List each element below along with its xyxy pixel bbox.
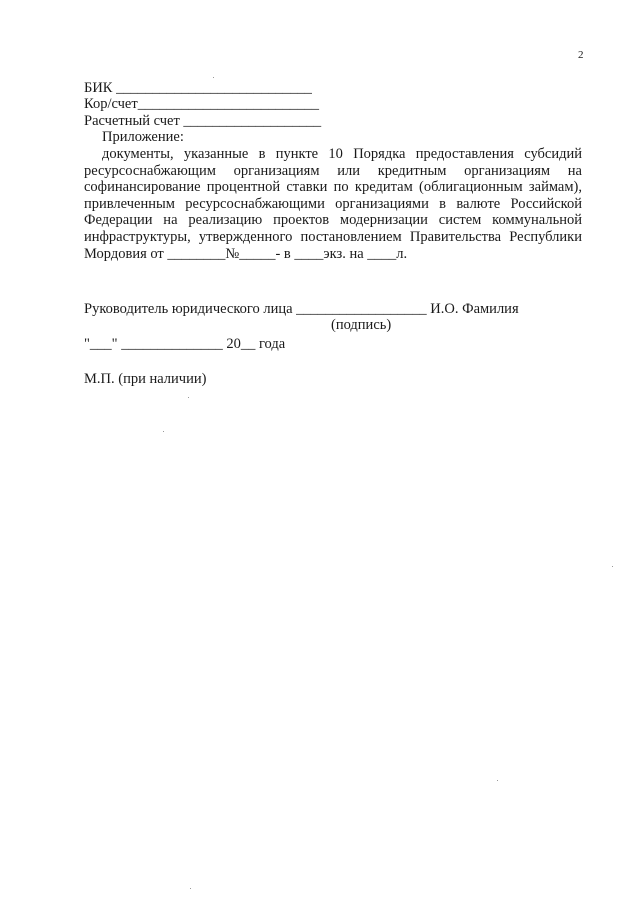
signature-line: Руководитель юридического лица __________________ И.О. Фамилия: [84, 301, 519, 317]
raschetny-schet-line: Расчетный счет ___________________: [84, 113, 322, 129]
scan-speck: [612, 566, 613, 567]
kor-schet-line: Кор/счет_________________________: [84, 96, 319, 112]
signature-caption: (подпись): [331, 317, 392, 333]
scan-speck: [213, 77, 214, 78]
scan-speck: [497, 780, 498, 781]
attachment-text: документы, указанные в пункте 10 Порядка предоставления субсидий ресурсоснабжающим организациям или кредитным организациям на софинансирование процентной ставки по кредитам (облигационным займам), привлеченным ресурсоснабжающими организациями в валюте Российской Федерации на реализацию проектов модернизации систем коммунальной инфраструктуры, утвержденного постановлением Правительства Республики Мордовия от ________№_____- в ____экз. на ____л.: [84, 146, 582, 262]
scan-speck: [163, 431, 164, 432]
bik-line: БИК ___________________________: [84, 80, 312, 96]
scan-speck: [190, 888, 191, 889]
attachment-heading: Приложение:: [102, 129, 184, 145]
page-number: 2: [578, 49, 584, 61]
date-line: "___" ______________ 20__ года: [84, 336, 286, 352]
stamp-line: М.П. (при наличии): [84, 371, 207, 387]
scan-speck: [188, 397, 189, 398]
